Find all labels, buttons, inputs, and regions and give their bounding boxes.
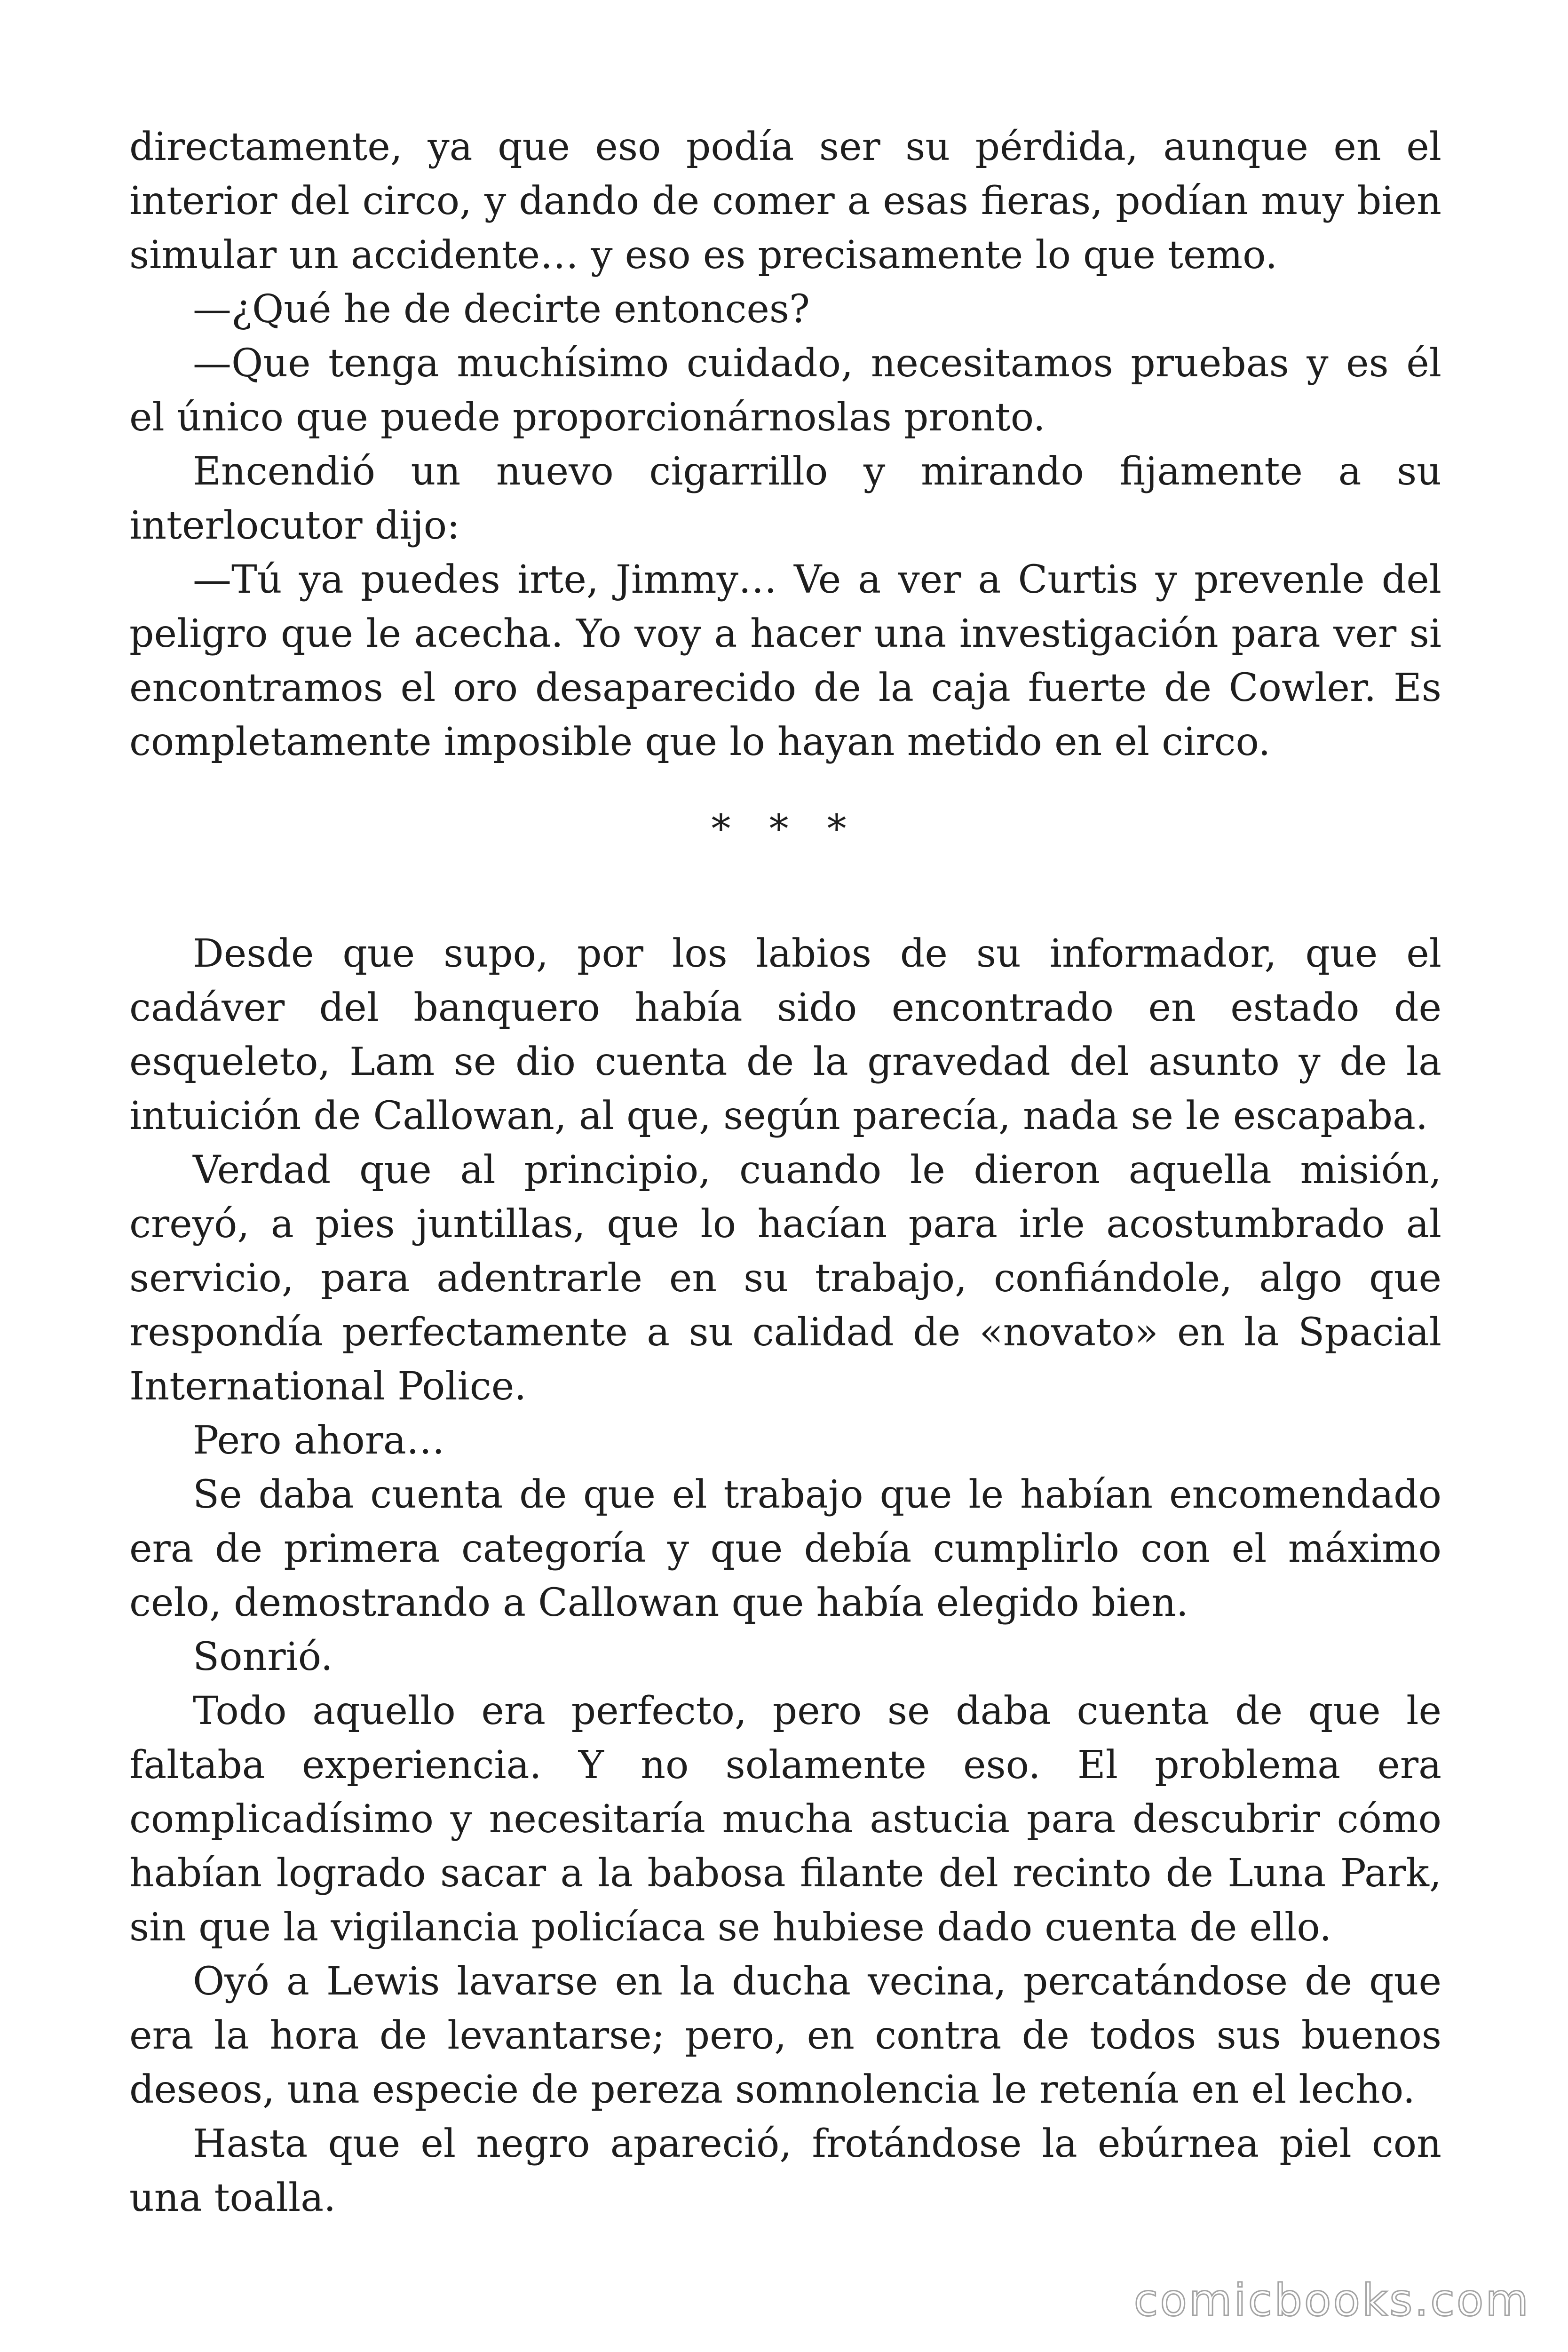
paragraph: Sonrió. <box>193 1635 333 1679</box>
paragraph: Pero ahora… <box>193 1418 445 1463</box>
paragraph: Desde que supo, por los labios de su informador, que el cadáver del banquero había sido encontrado en estado de esqueleto, Lam se dio cuenta de la gravedad del asunto y de la intuición de Callowan, al que, según parecía, nada se le escapaba. <box>129 931 1441 1138</box>
paragraph: Verdad que al principio, cuando le dieron aquella misión, creyó, a pies juntillas, que lo hacían para irle acostumbrado al servicio, para adentrarle en su trabajo, confiándole, algo que respondía perfectamente a su calidad de «novato» en la Spacial International Police. <box>129 1148 1441 1409</box>
paragraph: Oyó a Lewis lavarse en la ducha vecina, percatándose de que era la hora de levantarse; pero, en contra de todos sus buenos deseos, una especie de pereza somnolencia le retenía en el lecho. <box>129 1959 1441 2112</box>
paragraph: —¿Qué he de decirte entonces? <box>193 287 810 332</box>
paragraph: Se daba cuenta de que el trabajo que le habían encomendado era de primera categoría y que debía cumplirlo con el máximo celo, demostrando a Callowan que había elegido bien. <box>129 1472 1441 1625</box>
page-body <box>129 120 1441 2225</box>
paragraph: Todo aquello era perfecto, pero se daba cuenta de que le faltaba experiencia. Y no solamente eso. El problema era complicadísimo y necesitaría mucha astucia para descubrir cómo habían logrado sacar a la babosa filante del recinto de Luna Park, sin que la vigilancia policíaca se hubiese dado cuenta de ello. <box>129 1689 1441 1950</box>
paragraph: —Que tenga muchísimo cuidado, necesitamos pruebas y es él el único que puede proporcionárnoslas pronto. <box>129 341 1441 440</box>
watermark: comicbooks.com <box>1133 2275 1530 2326</box>
paragraph: directamente, ya que eso podía ser su pérdida, aunque en el interior del circo, y dando de comer a esas fieras, podían muy bien simular un accidente… y eso es precisamente lo que temo. <box>129 125 1441 278</box>
paragraph: Hasta que el negro apareció, frotándose la ebúrnea piel con una toalla. <box>129 2122 1441 2220</box>
section-separator: * * * <box>711 807 860 851</box>
paragraph: —Tú ya puedes irte, Jimmy… Ve a ver a Curtis y prevenle del peligro que le acecha. Yo voy a hacer una investigación para ver si encontramos el oro desaparecido de la caja fuerte de Cowler. Es completamente imposible que lo hayan metido en el circo. <box>129 557 1441 764</box>
paragraph: Encendió un nuevo cigarrillo y mirando fijamente a su interlocutor dijo: <box>129 449 1441 548</box>
